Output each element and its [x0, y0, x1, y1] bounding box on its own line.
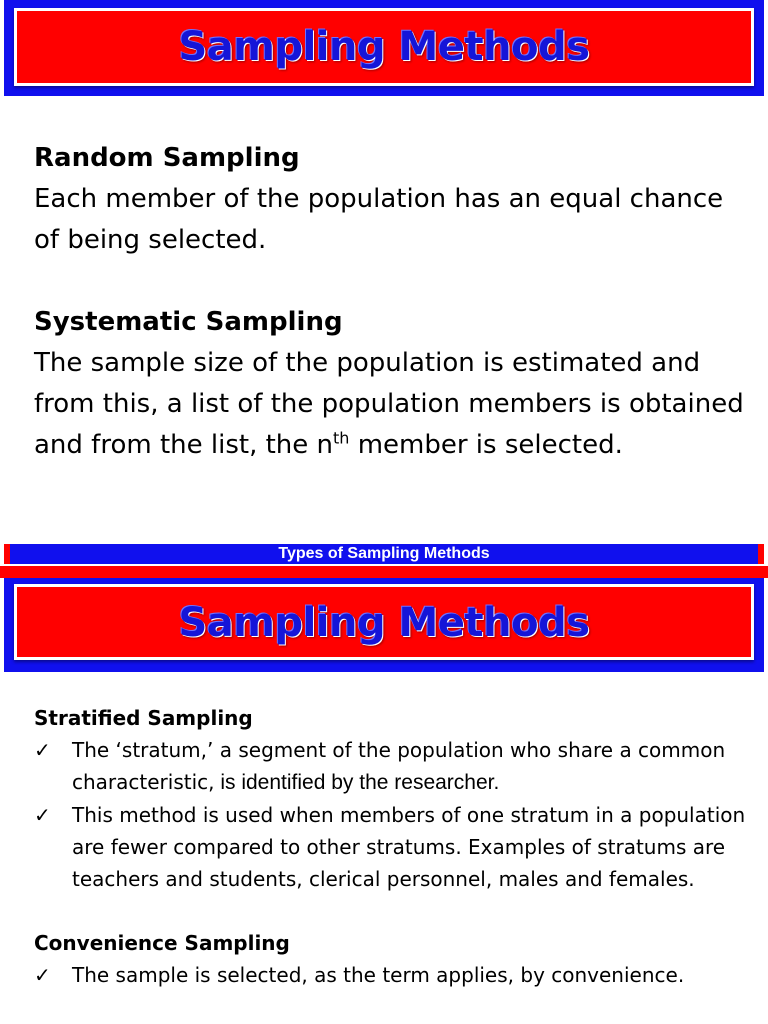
bullet-text: This method is used when members of one stratum in a population are fewer compared to other stratums. Examples of stratums are teachers and students, clerical personnel, males and females. — [72, 803, 746, 891]
bullet-text: The sample is selected, as the term applies, by convenience. — [72, 963, 685, 987]
random-sampling-heading: Random Sampling — [34, 143, 300, 173]
title-banner-inner — [14, 584, 754, 660]
title-banner — [4, 578, 764, 672]
bullet-text-tail: is identified by the researcher. — [214, 771, 500, 794]
systematic-text-before: The sample size of the population is estimated and from this, a list of the population members is obtained and from the list, the n — [34, 348, 744, 460]
systematic-sampling-text — [34, 343, 749, 466]
checkmark-icon: ✓ — [34, 803, 51, 827]
list-item — [34, 734, 754, 799]
separator-red-strip — [0, 566, 768, 578]
bullet-text: The ‘stratum,’ a segment of the population who share a common characteristic, — [72, 738, 726, 794]
slide-separator — [0, 540, 768, 578]
superscript-th: th — [333, 428, 350, 448]
list-item — [34, 799, 754, 895]
systematic-text-after: member is selected. — [349, 430, 623, 460]
systematic-sampling-heading: Systematic Sampling — [34, 307, 343, 337]
stratified-sampling-heading: Stratified Sampling — [34, 706, 253, 730]
checkmark-icon: ✓ — [34, 963, 51, 987]
title-banner-inner — [14, 8, 754, 86]
slide-title: Sampling Methods — [178, 24, 590, 70]
checkmark-icon: ✓ — [34, 738, 51, 762]
slide-body — [34, 138, 749, 466]
random-sampling-text: Each member of the population has an equal chance of being selected. — [34, 184, 724, 255]
list-item — [34, 959, 754, 991]
slide-body — [34, 702, 754, 991]
separator-bar — [4, 544, 764, 564]
slide-title: Sampling Methods — [178, 600, 590, 646]
slide-stratified-convenience — [0, 578, 768, 1024]
separator-label: Types of Sampling Methods — [278, 545, 490, 562]
convenience-sampling-heading: Convenience Sampling — [34, 931, 290, 955]
title-banner — [4, 0, 764, 96]
